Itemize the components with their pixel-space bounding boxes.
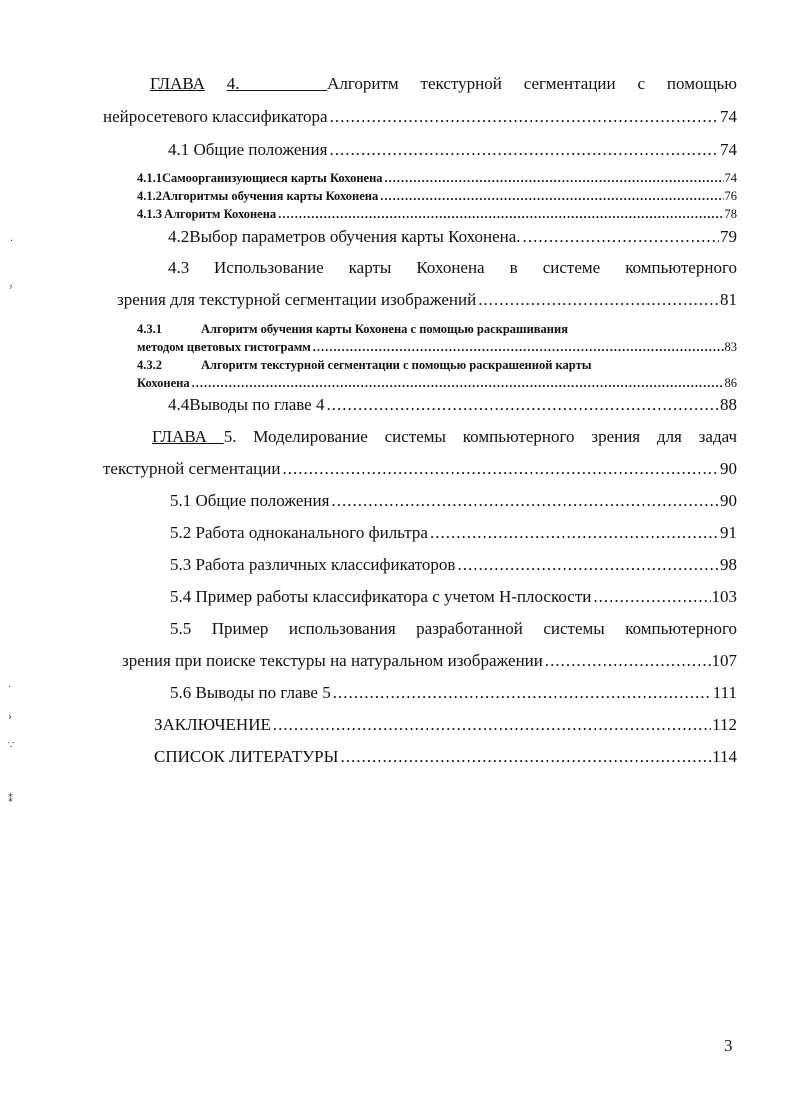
page-ref: 112 <box>712 715 737 734</box>
page-ref: 90 <box>720 491 737 510</box>
toc-entry-4-4[interactable] <box>168 394 737 416</box>
entry-number: 4.1.3 <box>137 207 162 221</box>
entry-title: Самоорганизующиеся карты Кохонена <box>162 171 383 185</box>
entry-title-line1: Алгоритм обучения карты Кохонена с помощью раскрашивания <box>201 322 568 336</box>
entry-number: 4.4 <box>168 395 190 414</box>
toc-entry-5-3[interactable] <box>170 554 737 576</box>
leader-dots <box>430 522 719 544</box>
toc-entry-5-2[interactable] <box>170 522 737 544</box>
page-ref: 74 <box>724 171 737 185</box>
entry-number: 4.1.2 <box>137 189 162 203</box>
leader-dots <box>329 139 719 161</box>
entry-title: 5.1 Общие положения <box>170 491 330 510</box>
toc-entry-4-3-1-line1[interactable] <box>137 322 737 337</box>
toc-entry-5-1[interactable] <box>170 490 737 512</box>
page-ref: 88 <box>720 395 737 414</box>
entry-title: ЗАКЛЮЧЕНИЕ <box>154 715 271 734</box>
page-ref: 86 <box>724 376 737 390</box>
toc-entry-conclusion[interactable] <box>154 714 737 736</box>
entry-title-line1: 5.5 Пример использования разработанной системы компьютерного <box>170 619 737 638</box>
toc-entry-5-4[interactable] <box>170 586 737 608</box>
chapter-5-title-line2: текстурной сегментации <box>103 459 281 478</box>
entry-title: Выводы по главе 4 <box>189 395 325 414</box>
toc-entry-4-1[interactable] <box>168 139 737 161</box>
entry-title: Алгоритм Кохонена <box>163 207 277 221</box>
entry-title: 5.2 Работа одноканального фильтра <box>170 523 428 542</box>
leader-dots <box>478 289 719 311</box>
toc-entry-4-3-1-line2[interactable] <box>137 340 737 355</box>
leader-dots <box>593 586 710 608</box>
entry-title-line2: зрения для текстурной сегментации изображений <box>117 290 477 309</box>
chapter-4-label: ГЛАВА <box>150 74 205 93</box>
entry-title-line1: Использование карты Кохонена в системе компьютерного <box>214 258 737 277</box>
toc-entry-5-5-line2[interactable] <box>122 650 737 672</box>
page-ref: 114 <box>712 747 737 766</box>
toc-entry-4-3-2-line1[interactable] <box>137 358 737 373</box>
page-ref: 91 <box>720 523 737 542</box>
entry-number: 4.1.1 <box>137 171 162 185</box>
scan-speck: · <box>8 682 12 693</box>
leader-dots <box>282 458 719 480</box>
leader-dots <box>545 650 711 672</box>
toc-entry-4-1-2[interactable] <box>137 189 737 204</box>
page-number: 3 <box>724 1036 733 1055</box>
leader-dots <box>313 340 724 355</box>
entry-title: 5.3 Работа различных классификаторов <box>170 555 456 574</box>
page-ref: 78 <box>724 207 737 221</box>
leader-dots <box>330 106 719 128</box>
page-ref: 111 <box>712 683 737 702</box>
toc-chapter-5-line1[interactable] <box>152 426 737 448</box>
entry-number: 4.3 <box>168 258 190 277</box>
toc-chapter-5-line2[interactable] <box>103 458 737 480</box>
scan-speck: ∵ <box>8 740 15 751</box>
entry-number: 4.3.1 <box>137 322 162 336</box>
chapter-4-title-line2: нейросетевого классификатора <box>103 107 328 126</box>
page-ref: 74 <box>720 140 737 159</box>
entry-title-line2: Кохонена <box>137 376 190 390</box>
chapter-5-title-line1: 5. Моделирование системы компьютерного зрения для задач <box>223 427 738 446</box>
page-ref: 81 <box>720 290 737 309</box>
leader-dots <box>333 682 712 704</box>
toc-entry-4-1-3[interactable] <box>137 207 737 222</box>
page-ref: 79 <box>720 227 737 246</box>
entry-number: 4.3.2 <box>137 358 162 372</box>
entry-title: 5.6 Выводы по главе 5 <box>170 683 331 702</box>
toc-chapter-4-line1[interactable] <box>150 73 737 95</box>
leader-dots <box>331 490 719 512</box>
chapter-5-label: ГЛАВА <box>152 427 207 446</box>
entry-number: 4.2 <box>168 227 190 246</box>
scan-speck: ˀ <box>9 284 13 295</box>
entry-title: Выбор параметров обучения карты Кохонена. <box>189 227 521 246</box>
leader-dots <box>326 394 719 416</box>
leader-dots <box>385 171 724 186</box>
page-ref: 107 <box>711 651 737 670</box>
page-ref: 74 <box>720 107 737 126</box>
toc-entry-4-1-1[interactable] <box>137 171 737 186</box>
entry-title: 5.4 Пример работы классификатора с учетом Н-плоскости <box>170 587 592 606</box>
entry-title: Алгоритмы обучения карты Кохонена <box>162 189 379 203</box>
leader-dots <box>278 207 723 222</box>
entry-title-line2: зрения при поиске текстуры на натуральном изображении <box>122 651 543 670</box>
leader-dots <box>192 376 724 391</box>
leader-dots <box>340 746 711 768</box>
toc-entry-4-3-line1[interactable] <box>168 257 737 279</box>
chapter-4-number: 4. <box>226 74 240 93</box>
scan-speck: › <box>8 712 12 723</box>
leader-dots <box>457 554 719 576</box>
toc-entry-5-5-line1[interactable] <box>170 618 737 640</box>
chapter-4-title-line1: Алгоритм текстурной сегментации с помощью <box>327 74 737 93</box>
scan-speck: · <box>10 236 14 247</box>
toc-entry-5-6[interactable] <box>170 682 737 704</box>
page-ref: 83 <box>724 340 737 354</box>
toc-entry-4-3-2-line2[interactable] <box>137 376 737 391</box>
leader-dots <box>380 189 723 204</box>
entry-title-line1: Алгоритм текстурной сегментации с помощью раскрашенной карты <box>201 358 592 372</box>
entry-title-line2: методом цветовых гистограмм <box>137 340 311 354</box>
entry-title: СПИСОК ЛИТЕРАТУРЫ <box>154 747 339 766</box>
page-ref: 76 <box>724 189 737 203</box>
page-ref: 90 <box>720 459 737 478</box>
page-ref: 98 <box>720 555 737 574</box>
leader-dots <box>523 226 719 248</box>
toc-entry-references[interactable] <box>154 746 737 768</box>
scan-speck: ⁑ <box>8 794 13 805</box>
page-ref: 103 <box>711 587 737 606</box>
entry-title: 4.1 Общие положения <box>168 140 328 159</box>
toc-entry-4-3-line2[interactable] <box>117 289 737 311</box>
leader-dots <box>273 714 711 736</box>
toc-chapter-4-line2[interactable] <box>103 106 737 128</box>
toc-entry-4-2[interactable] <box>168 226 737 248</box>
